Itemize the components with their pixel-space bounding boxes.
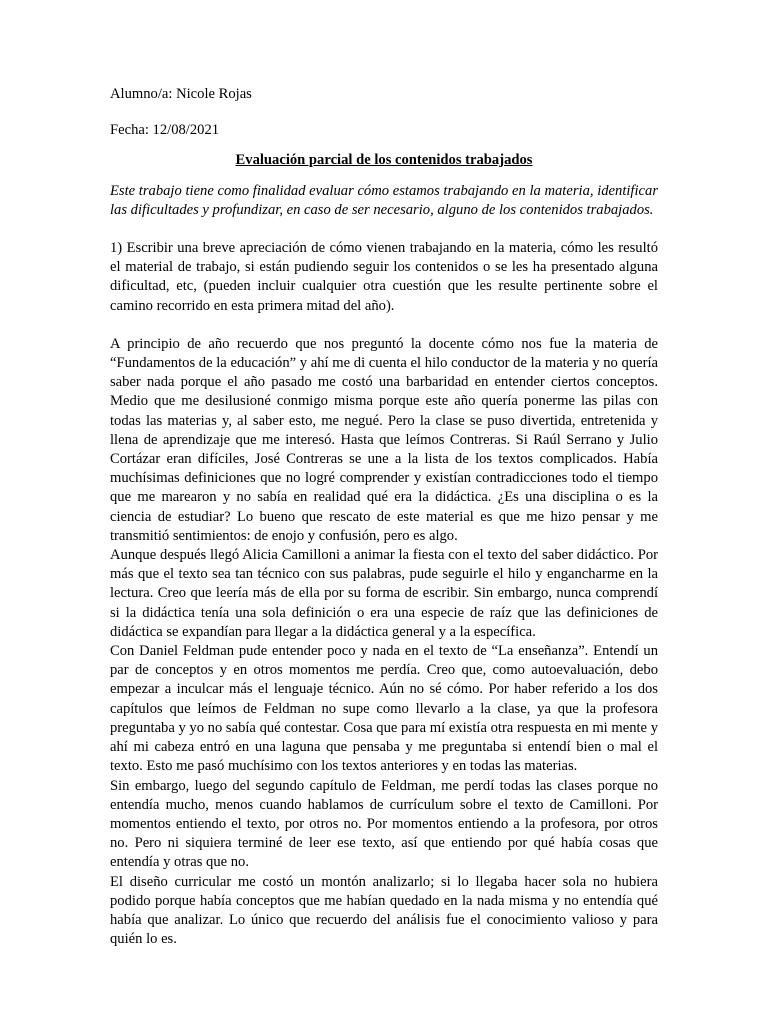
body-paragraph-5: El diseño curricular me costó un montón analizarlo; si lo llegaba hacer sola no hubiera podido porque había conceptos que me habían quedado en la nada misma y no entendía qué había que analizar. Lo único que recuerdo del análisis fue el conocimiento valioso y para quién lo es. <box>110 873 658 948</box>
date-line: Fecha: 12/08/2021 <box>110 122 220 139</box>
body-paragraph-3: Con Daniel Feldman pude entender poco y nada en el texto de “La enseñanza”. Entendí un par de conceptos y en otros momentos me perdía. Creo que, como autoevaluación, debo empezar a inculcar más el lenguaje técnico. Aún no sé cómo. Por haber referido a los dos capítulos que leímos de Feldman no supe como llevarlo a la clase, ya que la profesora preguntaba y yo no sabía qué contestar. Cosa que para mí existía otra respuesta en mi mente y ahí mi cabeza entró en una laguna que pensaba y me preguntaba si entendí bien o mal el texto. Esto me pasó muchísimo con los textos anteriores y en todas las materias. <box>110 643 658 775</box>
intro-paragraph: Este trabajo tiene como finalidad evaluar cómo estamos trabajando en la materia, identificar las dificultades y profundizar, en caso de ser necesario, alguno de los contenidos trabajados. <box>110 182 658 218</box>
question-1: 1) Escribir una breve apreciación de cómo vienen trabajando en la materia, cómo les resultó el material de trabajo, si están pudiendo seguir los contenidos o se les ha presentado alguna dificultad, etc, (pueden incluir cualquier otra cuestión que les resulte pertinente sobre el camino recorrido en esta primera mitad del año). <box>110 240 658 314</box>
body-paragraph-4: Sin embargo, luego del segundo capítulo de Feldman, me perdí todas las clases porque no entendía mucho, menos cuando hablamos de currículum sobre el texto de Camilloni. Por momentos entiendo el texto, por otros no. Por momentos entiendo a la profesora, por otros no. Pero ni siquiera terminé de leer ese texto, así que entiendo por qué había cosas que entendía y otras que no. <box>110 777 658 871</box>
body-paragraph-2: Aunque después llegó Alicia Camilloni a animar la fiesta con el texto del saber didáctico. Por más que el texto sea tan técnico con sus palabras, pude seguirle el hilo y engancharme en la lectura. Creo que leería más de ella por su forma de escribir. Sin embargo, nunca comprendí si la didáctica tenía una sola definición o era una especie de raíz que las definiciones de didáctica se expandían para llegar a la didáctica general y a la específica. <box>110 547 658 640</box>
document-title: Evaluación parcial de los contenidos trabajados <box>235 152 533 169</box>
body-paragraph-1: A principio de año recuerdo que nos preguntó la docente cómo nos fue la materia de “Fundamentos de la educación” y ahí me di cuenta el hilo conductor de la materia y no quería saber nada porque el año pasado me costó una barbaridad en entender ciertos conceptos. Medio que me desilusioné conmigo misma porque este año quería ponerme las pilas con todas las materias y, al saber esto, me negué. Pero la clase se puso divertida, entretenida y llena de aprendizaje que me interesó. Hasta que leímos Contreras. Si Raúl Serrano y Julio Cortázar eran difíciles, José Contreras se une a la lista de los textos complicados. Había muchísimas definiciones que no logré comprender y existían contradicciones todo el tiempo que me marearon y no sabía en realidad qué era la didáctica. ¿Es una disciplina o es la ciencia de estudiar? Lo bueno que rescato de este material es que me hizo pensar y me transmitió sentimientos: de enojo y confusión, pero es algo. <box>110 335 658 544</box>
student-name: Alumno/a: Nicole Rojas <box>110 86 252 102</box>
document-page <box>110 85 658 949</box>
